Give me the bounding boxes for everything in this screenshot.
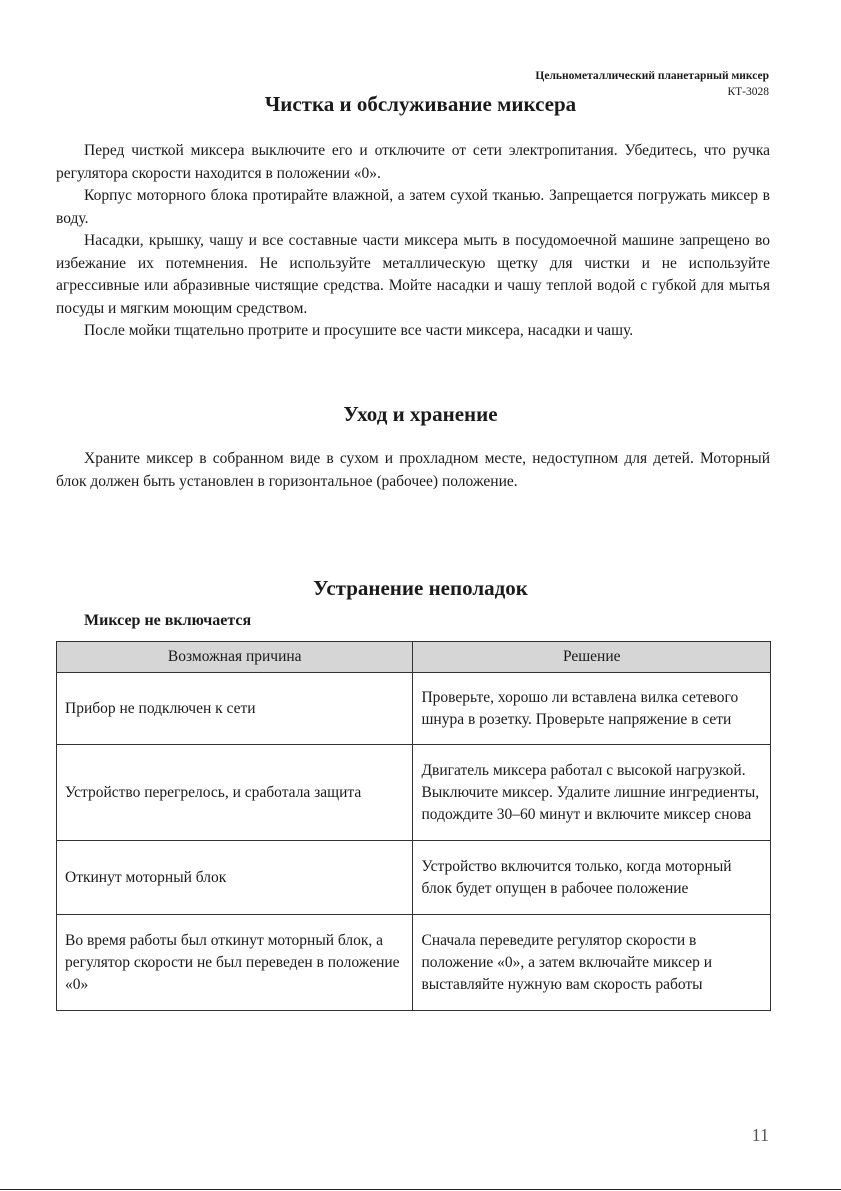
section-body-cleaning (56, 140, 770, 343)
table-row (57, 915, 771, 1011)
solution-cell: Устройство включится только, когда моторный блок будет опущен в рабочее положение (413, 841, 771, 915)
paragraph: Храните миксер в собранном виде в сухом и прохладном месте, недоступном для детей. Моторный блок должен быть установлен в горизонтальное (рабочее) положение. (56, 450, 770, 490)
cause-cell: Устройство перегрелось, и сработала защита (57, 745, 413, 841)
model-number: КТ-3028 (727, 86, 769, 98)
solution-cell: Двигатель миксера работал с высокой нагрузкой. Выключите миксер. Удалите лишние ингредиенты, подождите 30–60 минут и включите миксер снова (413, 745, 771, 841)
solution-cell: Сначала переведите регулятор скорости в положение «0», а затем включайте миксер и выставляйте нужную вам скорость работы (413, 915, 771, 1011)
paragraph: Насадки, крышку, чашу и все составные части миксера мыть в посудомоечной машине запрещено во избежание их потемнения. Не используйте металлическую щетку для чистки и не используйте агрессивные или абразивные чистящие средства. Мойте насадки и чашу теплой водой с губкой для мытья посуды и мягким моющим средством. (56, 232, 770, 317)
table-header-row (57, 642, 771, 673)
cause-cell: Прибор не подключен к сети (57, 673, 413, 745)
section-body-storage (56, 448, 770, 493)
table-row (57, 745, 771, 841)
section-title-cleaning: Чистка и обслуживание миксера (264, 92, 577, 116)
product-name: Цельнометаллический планетарный миксер (535, 70, 769, 82)
table-row (57, 841, 771, 915)
cause-cell: Откинут моторный блок (57, 841, 413, 915)
column-header-solution: Решение (413, 642, 771, 673)
column-header-cause: Возможная причина (57, 642, 413, 673)
section-title-storage: Уход и хранение (343, 402, 498, 426)
table-row (57, 673, 771, 745)
section-title-troubleshooting: Устранение неполадок (313, 576, 528, 600)
troubleshooting-subtitle: Миксер не включается (84, 612, 252, 629)
solution-cell: Проверьте, хорошо ли вставлена вилка сетевого шнура в розетку. Проверьте напряжение в сети (413, 673, 771, 745)
bottom-divider (0, 1189, 841, 1190)
cause-cell: Во время работы был откинут моторный блок, а регулятор скорости не был переведен в положение «0» (57, 915, 413, 1011)
paragraph: Перед чисткой миксера выключите его и отключите от сети электропитания. Убедитесь, что ручка регулятора скорости находится в положении «0». (56, 142, 770, 182)
page-number: 11 (751, 1125, 769, 1145)
paragraph: После мойки тщательно протрите и просушите все части миксера, насадки и чашу. (84, 322, 634, 339)
troubleshooting-table (56, 641, 771, 1011)
paragraph: Корпус моторного блока протирайте влажной, а затем сухой тканью. Запрещается погружать миксер в воду. (56, 187, 770, 227)
